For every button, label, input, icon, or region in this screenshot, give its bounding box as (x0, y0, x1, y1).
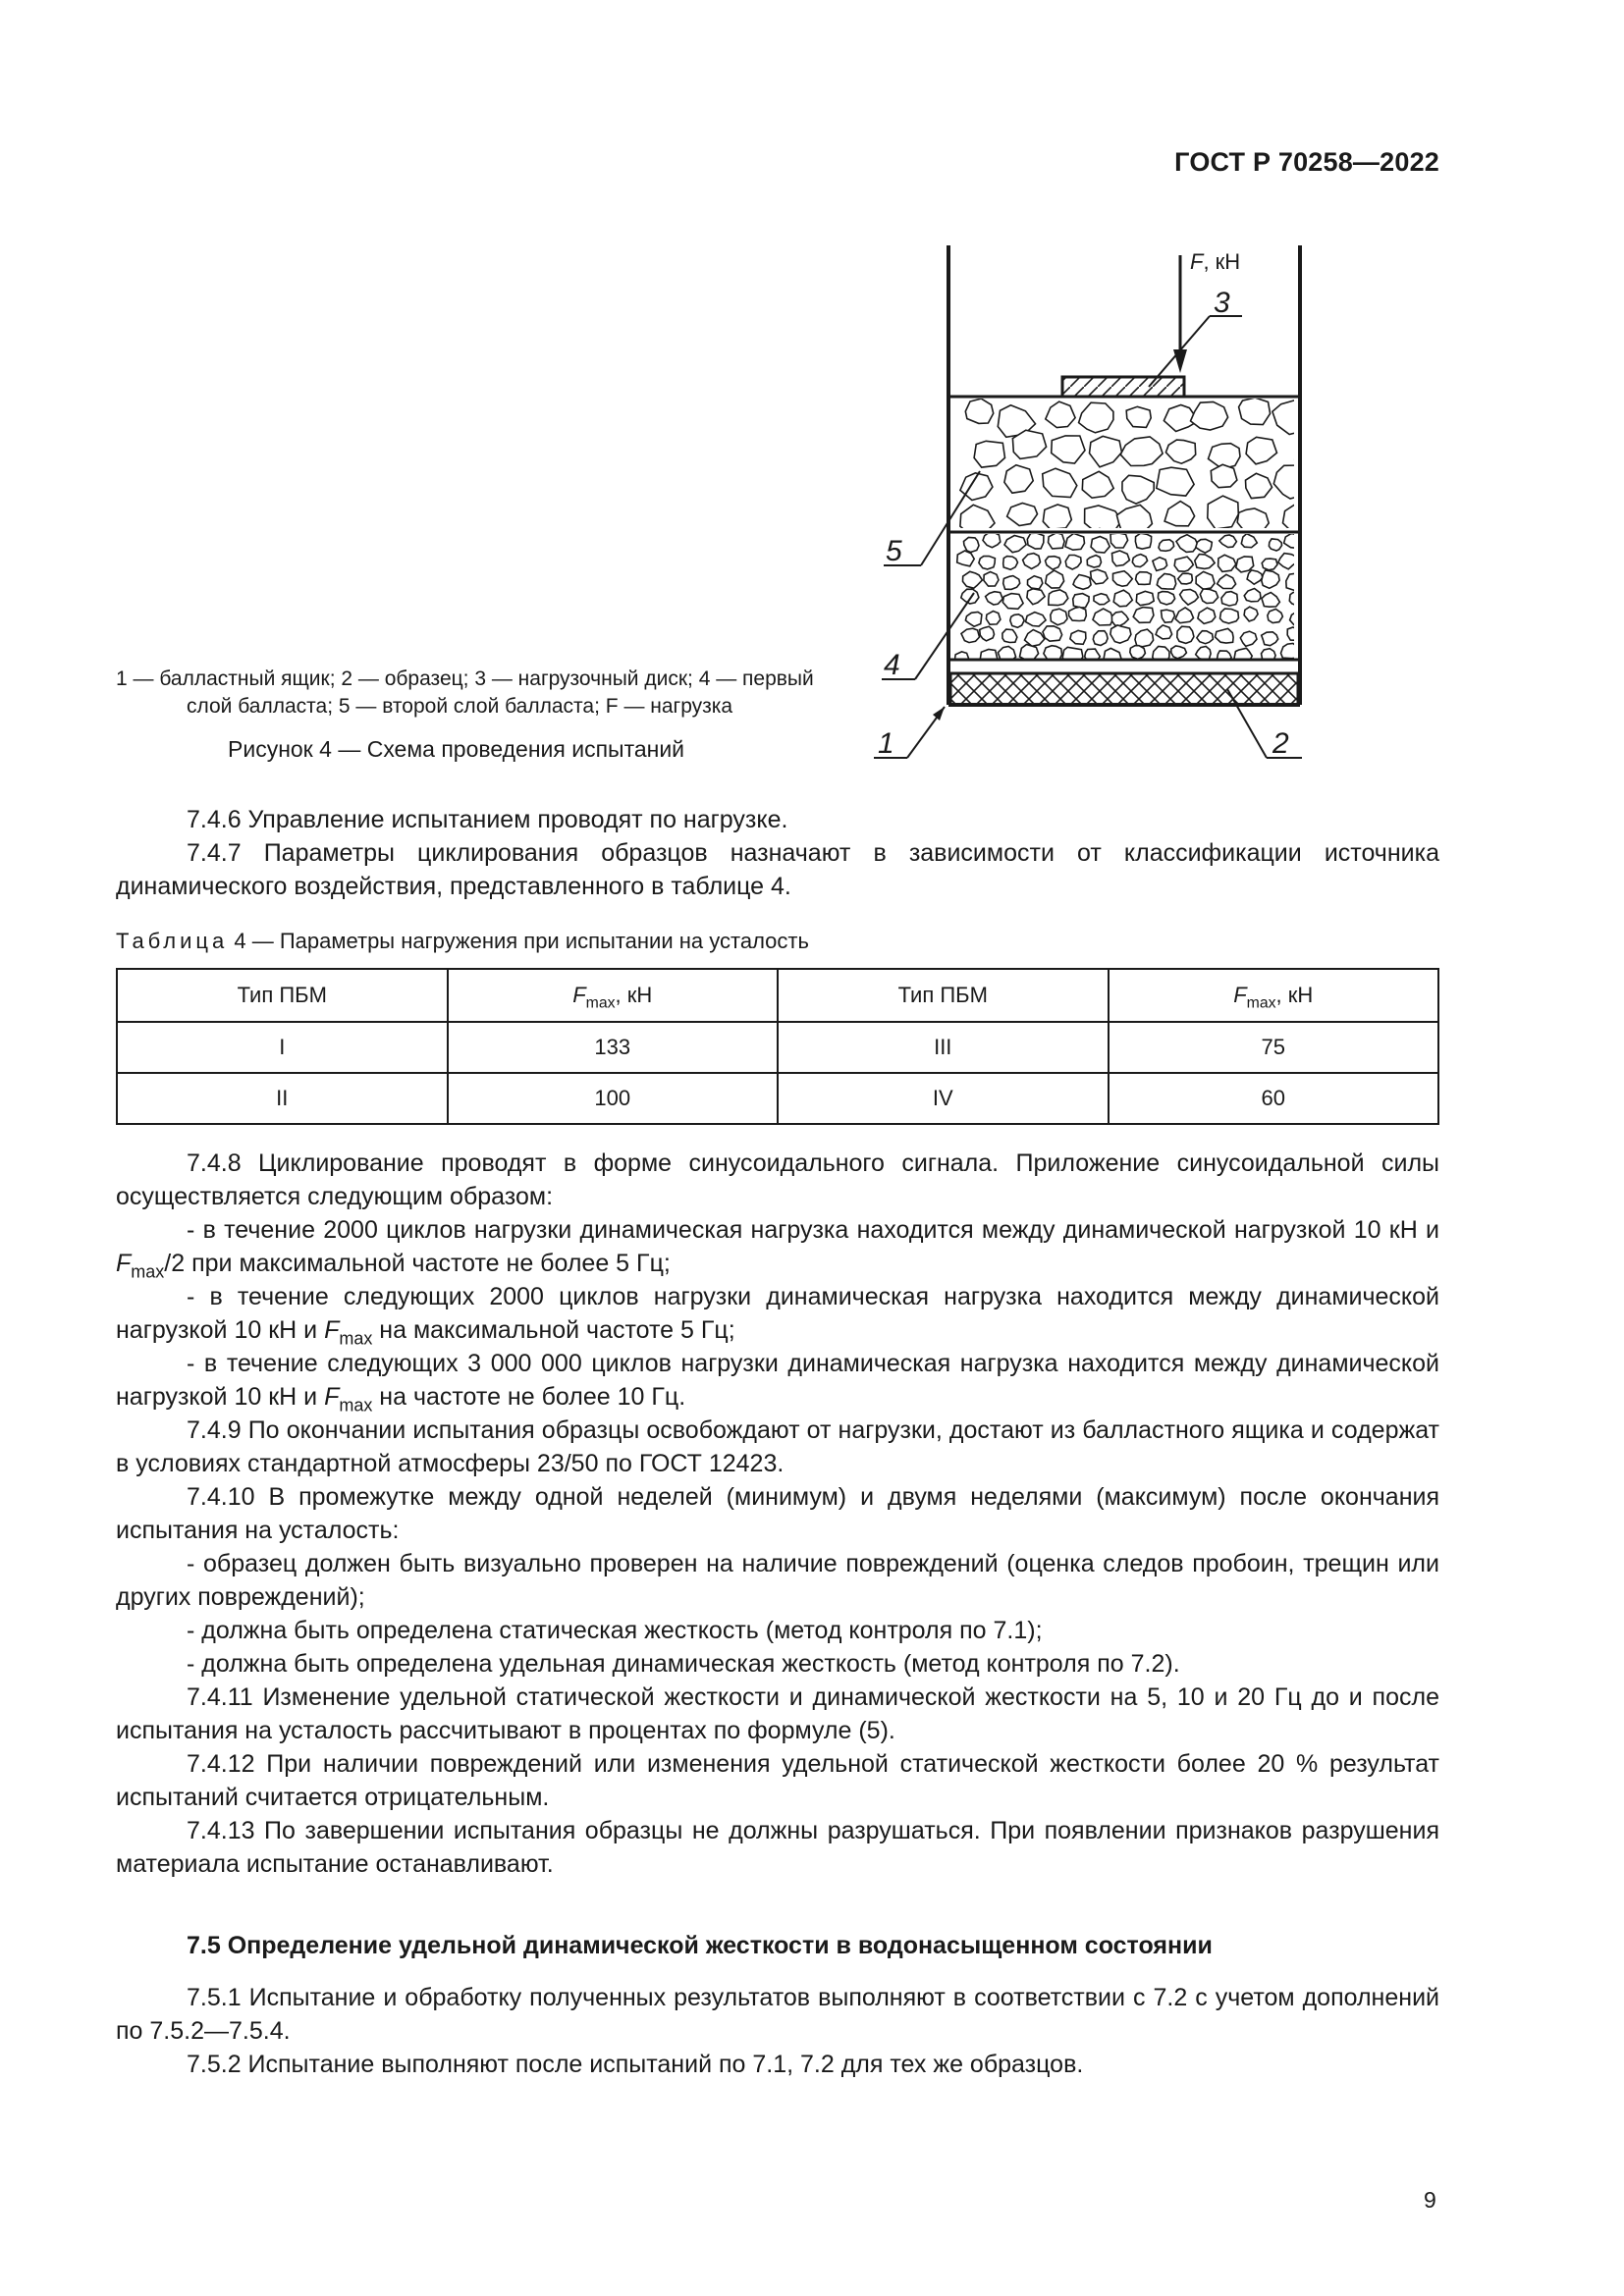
test-scheme-figure (864, 236, 1492, 766)
ballast-stone (1237, 508, 1269, 534)
ballast-stone (1244, 607, 1258, 621)
ballast-stone (1216, 628, 1234, 643)
table-header-type-2: Тип ПБМ (778, 969, 1109, 1022)
ballast-stone (1272, 400, 1309, 434)
ballast-stone (1197, 631, 1214, 644)
ballast-stone (1027, 533, 1044, 549)
ballast-stone (1262, 593, 1279, 608)
page-number: 9 (1424, 2187, 1436, 2213)
ballast-stone (1049, 590, 1068, 606)
table-row (117, 1073, 1438, 1124)
ballast-stone (961, 628, 980, 642)
ballast-stone (965, 399, 993, 423)
ballast-stone (1157, 467, 1194, 496)
table-cell: III (778, 1022, 1109, 1073)
ballast-stone (1004, 536, 1026, 553)
bullet-3000000-cycles: - в течение следующих 3 000 000 циклов нагрузки динамическая нагрузка находится между динамической нагрузкой 10 кН и $F_{max}$ на частоте не более 10 Гц. (116, 1350, 1439, 1415)
ballast-stone (1221, 592, 1237, 607)
ballast-stone (1269, 539, 1281, 551)
ballast-stone (1278, 554, 1297, 569)
bullet-next-2000-cycles: - в течение следующих 2000 циклов нагрузки динамическая нагрузка находится между динамической нагрузкой 10 кН и $F_{max}$ на максимальной частоте 5 Гц; (116, 1283, 1439, 1349)
table-header-type: Тип ПБМ (117, 969, 448, 1022)
callout-2: 2 (1272, 727, 1289, 760)
paragraph-7-4-10: 7.4.10 В промежутке между одной неделей (минимум) и двумя неделями (максимум) после окончания испытания на усталость: (116, 1483, 1439, 1544)
ballast-stone (1065, 533, 1085, 550)
callout-4: 4 (884, 649, 900, 681)
ballast-stone (1043, 626, 1062, 641)
ballast-stone (1046, 557, 1061, 569)
ballast-stone (1218, 574, 1236, 588)
ballast-stone (1046, 401, 1075, 428)
ballast-stone (964, 538, 980, 553)
ballast-stone (963, 571, 983, 588)
table-header-row (117, 969, 1438, 1022)
table-cell: II (117, 1073, 448, 1124)
ballast-stone (957, 551, 975, 566)
ballast-stone (1044, 646, 1062, 661)
ballast-stone (1002, 594, 1023, 610)
ballast-stone (1049, 533, 1065, 549)
ballast-stone (965, 612, 982, 626)
ballast-stone (1136, 572, 1152, 585)
ballast-stone (1004, 465, 1033, 494)
ballast-stone (1135, 629, 1154, 647)
ballast-stone (1174, 557, 1193, 571)
section-7-5-text (116, 1981, 1439, 2081)
table-row (117, 1022, 1438, 1073)
ballast-stone (961, 589, 979, 604)
ballast-stone (974, 441, 1004, 467)
figure-caption: Рисунок 4 — Схема проведения испытаний (228, 736, 685, 762)
ballast-stone (1070, 630, 1086, 644)
bullet-dynamic-stiffness: - должна быть определена удельная динамическая жесткость (метод контроля по 7.2). (187, 1650, 1180, 1678)
ballast-stone (1157, 574, 1175, 590)
first-ballast-layer (954, 532, 1306, 666)
ballast-stone (1240, 631, 1257, 646)
ballast-stone (1234, 648, 1252, 664)
ballast-stone (1012, 430, 1046, 458)
table-title-text: 4 — Параметры нагружения при испытании на усталость (228, 929, 809, 953)
table-cell: I (117, 1022, 448, 1073)
ballast-stone (1069, 607, 1087, 620)
ballast-stone (1164, 502, 1195, 526)
figure-legend (116, 666, 862, 721)
ballast-stone (1026, 613, 1047, 626)
paragraph-7-5-2: 7.5.2 Испытание выполняют после испытаний по 7.1, 7.2 для тех же образцов. (187, 2051, 1084, 2078)
ballast-stone (1111, 612, 1128, 625)
table-cell: 75 (1109, 1022, 1439, 1073)
ballast-stone (1196, 647, 1211, 661)
ballast-stone (1244, 589, 1261, 602)
figure-legend-line-1: 1 — балластный ящик; 2 — образец; 3 — нагрузочный диск; 4 — первый (116, 667, 814, 690)
ballast-stone (1246, 437, 1276, 464)
ballast-stone (1003, 557, 1018, 570)
ballast-stone (1043, 468, 1077, 497)
callout-1: 1 (878, 727, 894, 760)
ballast-stone (1268, 609, 1283, 622)
paragraph-7-4-11: 7.4.11 Изменение удельной статической жесткости и динамической жесткости на 5, 10 и 20 Гц до и после испытания на усталость рассчитывают в процентах по формуле (5). (116, 1683, 1439, 1744)
loading-disc (1062, 377, 1184, 397)
bullet-2000-cycles: - в течение 2000 циклов нагрузки динамическая нагрузка находится между динамической нагрузкой 10 кН и $F_{max}/2$ при максимальной частоте не более 5 Гц; (116, 1216, 1439, 1282)
ballast-stone (980, 626, 995, 641)
table-header-fmax-2: $F_{max}$, кН (1109, 969, 1439, 1022)
ballast-stone (1020, 645, 1039, 661)
paragraph-7-5-1: 7.5.1 Испытание и обработку полученных результатов выполняют в соответствии с 7.2 с учетом дополнений по 7.5.2—7.5.4. (116, 1984, 1439, 2045)
ballast-stone (986, 592, 1003, 605)
ballast-stone (1247, 570, 1263, 584)
ballast-stone (1082, 471, 1113, 498)
ballast-stone (1023, 554, 1041, 569)
ballast-stone (1156, 625, 1172, 639)
ballast-stone (1218, 555, 1236, 571)
ballast-stone (1010, 614, 1024, 628)
ballast-stone (1132, 555, 1147, 567)
ballast-stone (1007, 504, 1038, 526)
ballast-stone (1191, 401, 1228, 430)
ballast-stone (1136, 591, 1154, 605)
ballast-stone (1180, 589, 1199, 605)
ballast-stone (1046, 570, 1064, 588)
ballast-stone (1113, 590, 1132, 607)
ballast-stone (1273, 465, 1310, 499)
table-title-label: Таблица (116, 929, 229, 953)
ballast-stone (1135, 533, 1151, 549)
paragraph-7-4-13: 7.4.13 По завершении испытания образцы не должны разрушаться. При появлении признаков разрушения материала испытание останавливают. (116, 1817, 1439, 1878)
ballast-stone (1090, 436, 1122, 466)
ballast-stone (1110, 533, 1128, 548)
ballast-stone (1052, 436, 1085, 463)
ballast-stone (1289, 592, 1306, 606)
ballast-stone (1241, 534, 1257, 548)
ballast-stone (1079, 402, 1113, 433)
ballast-stone (1130, 646, 1146, 660)
ballast-stone (1162, 610, 1175, 622)
ballast-stone (1281, 643, 1301, 658)
document-header-id: ГОСТ Р 70258—2022 (1174, 147, 1439, 177)
body-text (116, 1147, 1439, 1881)
ballast-stone (1196, 539, 1213, 553)
ballast-stone (1171, 646, 1187, 659)
ballast-stone (1051, 609, 1067, 625)
ballast-stone (1208, 496, 1239, 529)
ballast-stone (1239, 398, 1271, 425)
ballast-stone (1262, 632, 1278, 646)
ballast-stone (1153, 558, 1167, 571)
table-cell: 100 (448, 1073, 779, 1124)
ballast-stone (1073, 575, 1091, 590)
ballast-stone (1087, 556, 1101, 567)
ballast-stone (1027, 589, 1045, 605)
ballast-stone (1093, 631, 1108, 646)
table-cell: IV (778, 1073, 1109, 1124)
paragraph-7-4-7: 7.4.7 Параметры циклирования образцов назначают в зависимости от классификации источника динамического воздействия, представленного в таблице 4. (116, 839, 1439, 900)
figure-legend-line-2: слой балласта; 5 — второй слой балласта; F — нагрузка (187, 695, 733, 718)
ballast-stone (979, 557, 996, 569)
ballast-stone (960, 505, 995, 535)
ballast-stone (1209, 444, 1241, 468)
bullet-visual-check: - образец должен быть визуально проверен на наличие повреждений (оценка следов пробоин, трещин или других повреждений); (116, 1550, 1439, 1611)
paragraph-7-4-8: 7.4.8 Циклирование проводят в форме синусоидального сигнала. Приложение синусоидальной силы осуществляется следующим образом: (116, 1149, 1439, 1210)
ballast-stone (1178, 573, 1193, 584)
ballast-stone (1093, 609, 1113, 625)
ballast-stone (1175, 608, 1193, 623)
ballast-stone (1113, 571, 1133, 587)
paragraphs-top (116, 803, 1439, 903)
ballast-stone (1091, 569, 1109, 584)
paragraph-7-4-12: 7.4.12 При наличии повреждений или изменения удельной статической жесткости более 20 % результат испытаний считается отрицательным. (116, 1750, 1439, 1811)
ballast-stone (1218, 651, 1232, 665)
paragraph-7-4-9: 7.4.9 По окончании испытания образцы освобождают от нагрузки, достают из балластного ящика и содержат в условиях стандартной атмосферы 23/50 по ГОСТ 12423. (116, 1416, 1439, 1477)
ballast-stone (1126, 406, 1151, 427)
paragraph-7-4-6: 7.4.6 Управление испытанием проводят по нагрузке. (187, 806, 788, 833)
table-header-fmax: $F_{max}$, кН (448, 969, 779, 1022)
ballast-stone (1112, 551, 1130, 566)
table-cell: 133 (448, 1022, 779, 1073)
force-label: F, кН (1190, 249, 1241, 274)
ballast-stone (1200, 589, 1218, 604)
ballast-stone (1002, 629, 1017, 642)
ballast-stone (1091, 537, 1110, 554)
ballast-stone (980, 650, 998, 665)
ballast-stone (1177, 626, 1194, 643)
table-title (116, 929, 809, 954)
ballast-stone (1246, 473, 1272, 498)
ballast-stone (1195, 555, 1215, 569)
ballast-stone (1028, 576, 1043, 589)
specimen-layer (950, 673, 1298, 705)
ballast-stone (1065, 556, 1081, 570)
ballast-stone (1094, 594, 1110, 605)
ballast-stone (983, 532, 1001, 548)
ballast-stone (1211, 464, 1237, 487)
bullet-static-stiffness: - должна быть определена статическая жесткость (метод контроля по 7.1); (187, 1617, 1043, 1644)
ballast-stone (984, 572, 999, 587)
ballast-stone (1043, 505, 1071, 529)
force-arrow-head (1173, 349, 1187, 373)
ballast-stone (1290, 613, 1306, 626)
callout-5: 5 (886, 535, 902, 567)
ballast-stone (986, 612, 1001, 625)
ballast-stone (1165, 440, 1195, 463)
ballast-stone (1003, 576, 1020, 590)
ballast-stone (1176, 535, 1198, 553)
ballast-stone (1219, 535, 1237, 548)
ballast-stone (1262, 570, 1279, 588)
ballast-stone (1104, 648, 1121, 665)
ballast-stone (1158, 592, 1174, 605)
ballast-stone (1133, 608, 1154, 623)
ballast-stone (1262, 559, 1277, 570)
table-cell: 60 (1109, 1073, 1439, 1124)
section-7-5-title: 7.5 Определение удельной динамической жесткости в водонасыщенном состоянии (187, 1932, 1213, 1959)
ballast-stone (1220, 609, 1239, 623)
ballast-stone (1122, 475, 1154, 504)
table-4 (116, 968, 1439, 1125)
ballast-stone (1073, 594, 1089, 608)
ballast-stone (1159, 540, 1174, 552)
ballast-stone (1110, 625, 1131, 643)
ballast-stone (1198, 608, 1216, 623)
ballast-stone (954, 652, 969, 664)
callout-3: 3 (1214, 287, 1230, 319)
ballast-stone (1196, 571, 1215, 589)
ballast-stone (1025, 630, 1045, 647)
ballast-stone (1120, 437, 1163, 466)
